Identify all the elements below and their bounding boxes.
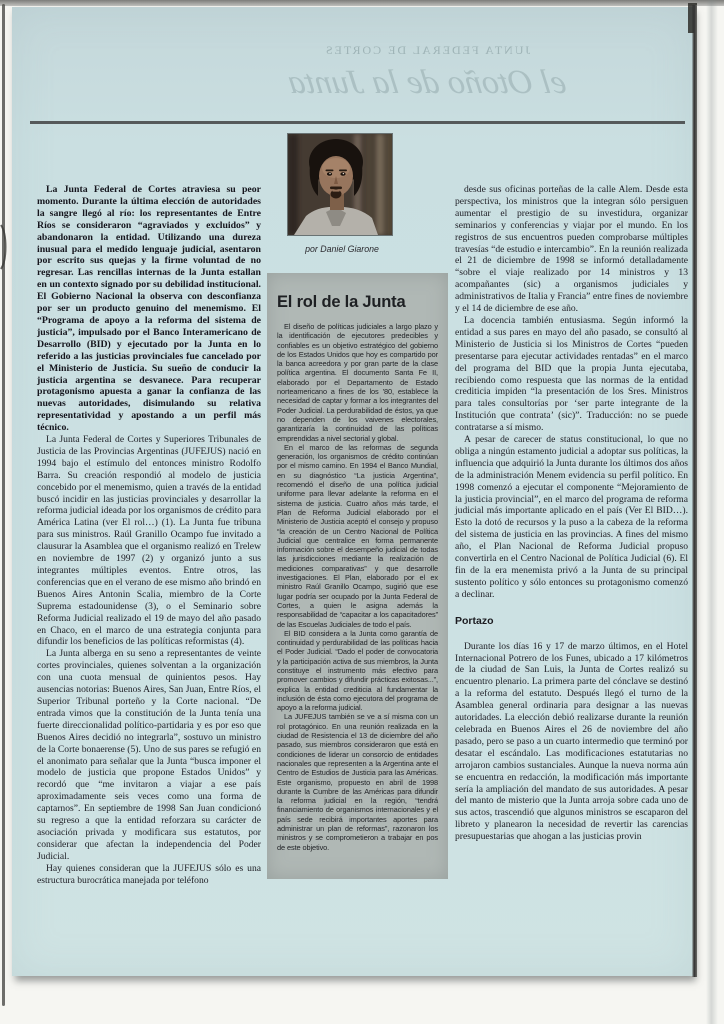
paragraph: La Junta Federal de Cortes atraviesa su peor momento. Durante la última elección de autoridades la sangre llegó al río: los representantes de Entre Ríos se consideraron “agraviados y excluidos” y abandonaron la entidad. Utilizando una dureza inusual para el medido lenguaje judicial, asentaron por escrito sus quejas y la firme voluntad de no regresar. Las rencillas internas de la Junta estallan en un contexto signado por su debilidad institucional. El Gobierno Nacional la observa con desconfianza por ser un producto genuino del menemismo. El “Programa de apoyo a la reforma del sistema de justicia”, impulsado por el Banco Interamericano de Desarrollo (BID) y ejecutado por la Junta en lo referido a las justicias provinciales fue cancelado por el Ministerio de Justicia. Su sueño de conducir la justicia argentina se desvanece. Para recuperar protagonismo apuesta a ganar la confianza de las nuevas autoridades, disimulando su relativa representatividad y apostando a un perfil más técnico.	[37, 184, 261, 434]
sidebar-box-body	[267, 322, 448, 852]
paragraph: desde sus oficinas porteñas de la calle Alem. Desde esta perspectiva, los ministros que la integran sólo persiguen aumentar el prestigio de su investidura, organizar seminarios y conferencias y viajar por el mundo. En los registros de sus encuentros pueden comprobarse múltiples travesías “de estudio e intercambio”. En la reunión realizada el 21 de diciembre de 1998 se informó detalladamente “sobre el viaje realizado por 14 ministros y 13 acompañantes (sic) a organismos judiciales y administrativos de Italia y Francia” entre fines de noviembre y el 14 de diciembre de ese año.	[455, 184, 688, 315]
paragraph: Durante los días 16 y 17 de marzo últimos, en el Hotel Internacional Potrero de los Funes, ubicado a 17 kilómetros de la ciudad de San Luis, la Junta de Cortes realizó su encuentro plenario. La primera parte del cónclave se destinó a la reforma del estatuto. Después llegó el turno de la Asamblea general ordinaria para designar a las nuevas autoridades. La elección debió realizarse durante la reunión celebrada en Buenos Aires el 26 de noviembre del año pasado, pero se paso a un cuarto intermedio que terminó por desatar el escándalo. Las modificaciones estatutarias no arrojaron cambios sustanciales. Aunque la nueva norma aún se encuentra en redacción, la modificación más importante sería la ampliación del mandato de sus autoridades. A pesar del manto de misterio que la Junta arroja sobre cada uno de sus actos, trascendió que algunos ministros se escaparon del libreto y planearon la necesidad de revertir las carencias presupuestarias que ahogan a las justicias provin	[455, 640, 688, 843]
right-column-bottom	[455, 641, 688, 843]
author-photo	[288, 134, 392, 235]
paragraph: En el marco de las reformas de segunda generación, los organismos de crédito continúan por el mismo camino. En 1994 el Banco Mundial, en su diagnóstico “La justicia Argentina”, recomendó el diseño de una política judicial uniforme para llevar adelante la reforma en el sistema de justicia. Cuatro años más tarde, el Plan de Reforma Judicial elaborado por el Ministerio de Justicia aceptó el consejo y propuso “la creación de un Centro Nacional de Política Judicial que centralice en forma permanente información sobre el desempeño judicial de todas las jurisdicciones mediante la realización de mediciones comparativas” y que desarrolle investigaciones. El Plan, elaborado por el ex ministro Raúl Granillo Ocampo, sugirió que ese lugar podría ser ocupado por la Junta Federal de Cortes, a quien le asigna además la responsabilidad de “capacitar a los capacitadores” de las Escuelas Judiciales de todo el país.	[277, 442, 438, 629]
bleedthrough-title: el Otoño de la Junta	[285, 64, 569, 101]
paragraph: La docencia también entusiasma. Según informó la entidad a sus pares en mayo del año pasado, se consultó al Ministerio de Justicia si los Ministros de Cortes “pueden presentarse para ejecutar actividades rentadas” en el marco del programa del BID que la propia Junta ejecutaba, recibiendo como respuesta que las normas de la entidad crediticia impiden “la presentación de los Sres. Ministros para tales consultorías por ‘ser parte integrante de la Institución que contrata’ (sic)”. Traducción: no se puede contratarse a sí mismo.	[455, 314, 688, 434]
left-column	[37, 184, 261, 886]
header-rule	[30, 121, 685, 124]
paragraph: A pesar de carecer de status constitucional, lo que no obliga a ningún estamento judicial a adoptar sus políticas, la influencia que adquirió la Junta durante los últimos dos años de la administración Menem evidencia su perfil político. En 1998 comenzó a ejecutar el componente “Mejoramiento de la justicia provincial”, en el marco del programa de reforma judicial más importante aplicado en el país (Ver El BID…). Esto la dotó de recursos y la puso a la cabeza de la reforma del sistema de justicia en las provincias. A fines del mismo año, el Plan Nacional de Reforma Judicial propuso convertirla en el Centro Nacional de Política Judicial (6). El fin de la era menemista privó a la Junta de su principal sustento político y sólo entonces su protagonismo comenzó a declinar.	[455, 434, 688, 600]
scanner-edge-strip	[0, 0, 724, 6]
paragraph: La Junta Federal de Cortes y Superiores Tribunales de Justicia de las Provincias Argentinas (JUFEJUS) nació en 1994 bajo el estímulo del entonces ministro Rodolfo Barra. Su creación respondió al modelo de justicia concebido por el menemismo, quien a través de la entidad buscó incidir en las justicias provinciales y desarrollar la reforma judicial ideada por los organismos de crédito para América Latina (ver El rol…) (1). La Junta fue tribuna para sus ministros. Raúl Granillo Ocampo fue invitado a clausurar la Asamblea que el organismo realizó en Trelew en noviembre de 1997 (2) y organizó junto a sus integrantes múltiples eventos. Entre otros, las conferencias que en el verano de ese mismo año brindó en Buenos Aires Antonin Scalia, miembro de la Corte Suprema estadounidense (3), o el Seminario sobre Reforma Judicial realizado el 19 de mayo del año pasado en Chaco, en el marco de una estrategia conjunta para difundir los beneficios de las políticas reformistas (4).	[37, 434, 261, 648]
bleedthrough-text	[262, 43, 592, 102]
right-column-top	[455, 184, 688, 601]
paragraph: El diseño de políticas judiciales a largo plazo y la identificación de ejecutores predecibles y confiables es un objetivo estratégico del gobierno de los Estados Unidos que hoy es compartido por la banca acreedora y por gran parte de la clase política argentina. El documento Santa Fe II, elaborado por el Departamento de Estado norteamericano a fines de los ’80, establece la necesidad de captar y formar a los integrantes del Poder Judicial. La perdurabilidad de éstos, ya que no dependen de los vaivenes electorales, garantizaría la continuidad de las políticas emprendidas a nivel sectorial y global.	[277, 322, 438, 443]
paragraph: La JUFEJUS también se ve a sí misma con un rol protagónico. En una reunión realizada en la ciudad de Resistencia el 13 de diciembre del año pasado, sus miembros consideraron que está en condiciones de liderar un consorcio de entidades nacionales que representen a la Argentina ante el Centro de Estudios de Justicia para las Américas. Este organismo, propuesto en abril de 1998 durante la Cumbre de las Américas para difundir la reforma judicial en la región, “tendrá financiamiento de organismos internacionales y el país sede recibirá importantes aportes para administrar un plan de reformas”, razonaron los ministros y se comprometieron a trabajar en pos de este objetivo.	[277, 712, 438, 852]
paragraph: Hay quienes consideran que la JUFEJUS sólo es una estructura burocrática manejada por teléfono	[37, 862, 261, 886]
sidebar-box-title: El rol de la Junta	[277, 293, 406, 311]
paragraph: La Junta alberga en su seno a representantes de veinte cortes provinciales, quienes solventan a la organización con una cuota mensual de quinientos pesos. Hay ausencias notorias: Buenos Aires, San Juan, Entre Ríos, el Superior Tribunal porteño y la Corte nacional. “De entrada vimos que la constitución de la Junta tenía una fuerte direccionalidad político-partidaria y es por eso que Buenos Aires decidió no integrarla”, sostuvo un ministro de la Corte bonaerense (5). Uno de sus pares se refugió en el anonimato para señalar que la Junta “busca imponer el modelo de justicia que propone Estados Unidos” y recordó que “me invitaron a viajar a ese país aproximadamente seis veces como una forma de captarnos”. En septiembre de 1998 San Juan condicionó su regreso a que la entidad reforzara su carácter de asociación privada y modificara sus estatutos, por considerar que afectan la independencia del Poder Judicial.	[37, 648, 261, 862]
sidebar-box	[267, 273, 448, 879]
bleedthrough-kicker: JUNTA FEDERAL DE CORTES	[323, 43, 531, 57]
scan-right-band	[706, 0, 718, 1024]
scan-left-edge-line	[2, 4, 5, 1006]
portrait-illustration	[288, 134, 392, 235]
magazine-page	[12, 7, 693, 976]
right-column	[455, 184, 688, 843]
page-edge-right	[692, 5, 697, 977]
photo-byline: por Daniel Giarone	[305, 244, 379, 254]
subheading-portazo: Portazo	[455, 614, 494, 627]
binding-artifact	[0, 224, 9, 270]
paragraph: El BID considera a la Junta como garantía de continuidad y perdurabilidad de las políticas hacia el Poder Judicial. “Dado el poder de convocatoria y la participación activa de sus miembros, la Junta constituye el instrumento más efectivo para promover cambios y difundir prácticas exitosas...”, explica la entidad crediticia al fundamentar la inclusión de ésta como ejecutora del programa de apoyo a la reforma judicial.	[277, 628, 438, 713]
